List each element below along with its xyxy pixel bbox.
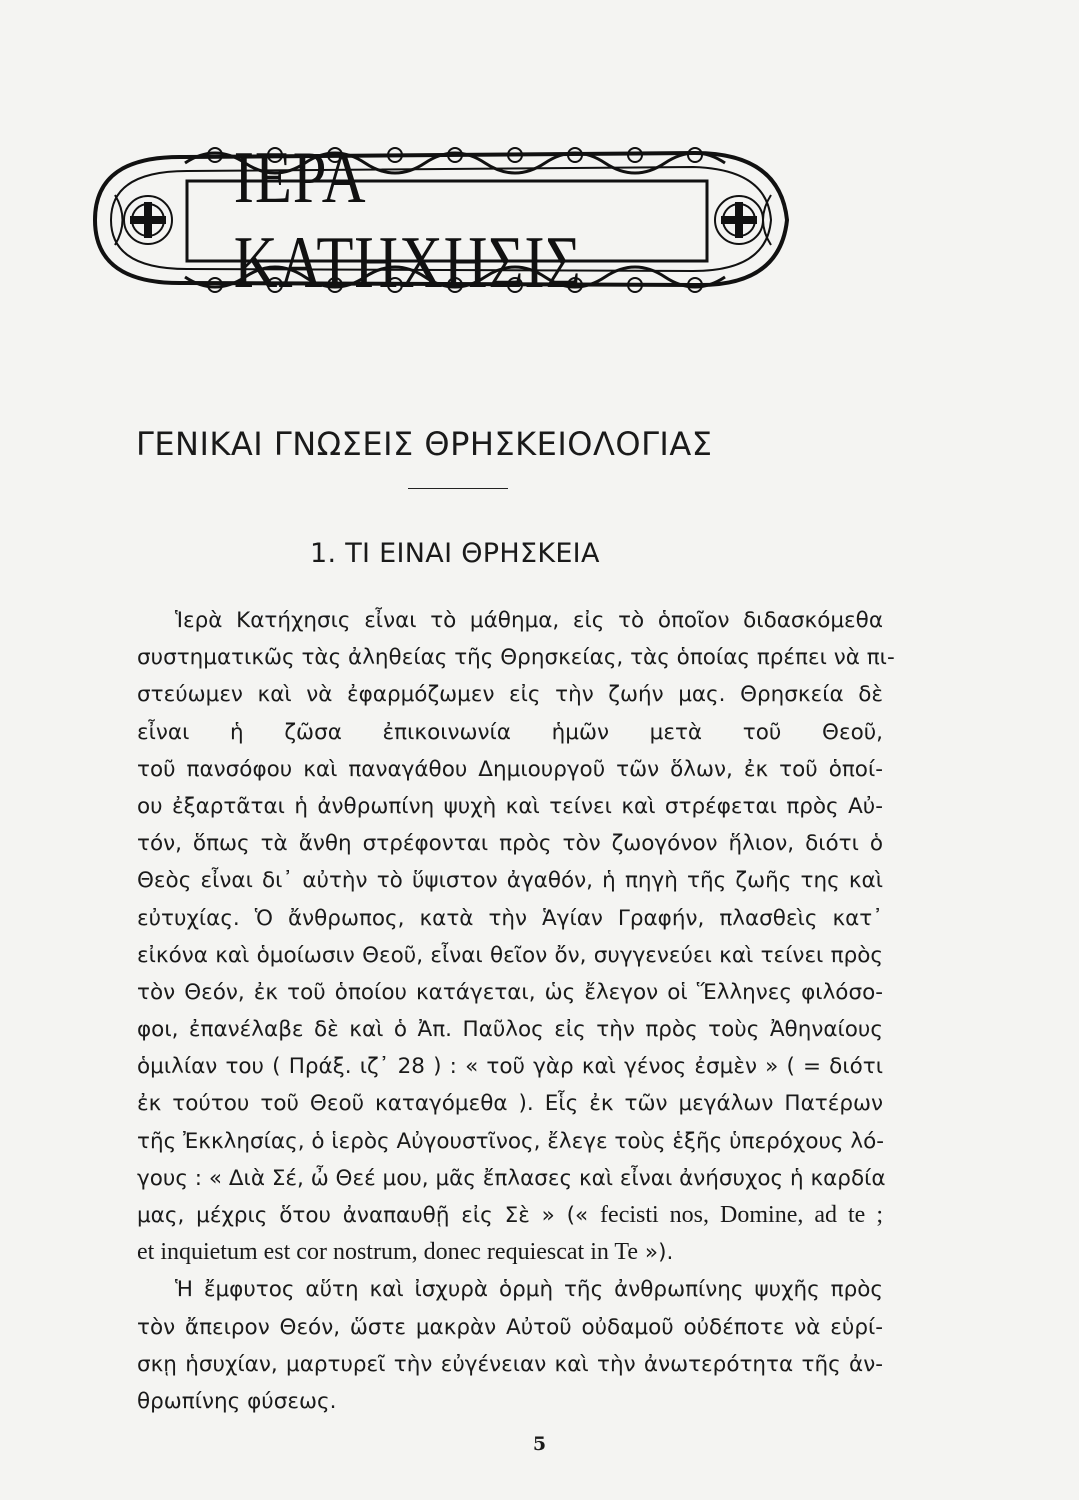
text-segment: μας, μέχρις ὅτου ἀναπαυθῇ εἰς Σὲ » (« [137,1203,589,1228]
text-line-mixed [137,1197,883,1234]
text-line: ου ἐξαρτᾶται ἡ ἀνθρωπίνη ψυχὴ καὶ τείνει καὶ στρέφεται πρὸς Αὐ- [137,793,883,819]
text-line: εὐτυχίας. Ὁ ἄνθρωπος, κατὰ τὴν Ἁγίαν Γραφήν, πλασθεὶς κατ᾽ [137,905,883,931]
latin-quote: et inquietum est cor nostrum, donec requiescat in Te [137,1239,639,1266]
banner-title: ΙΕΡΑ ΚΑΤΗΧΗΣΙΣ [233,137,582,304]
text-line: Θεὸς εἶναι δι᾽ αὐτὴν τὸ ὕψιστον ἀγαθόν, ἡ πηγὴ τῆς ζωῆς της καὶ [137,868,883,894]
text-line: θρωπίνης φύσεως. [137,1388,337,1414]
text-line: φοι, ἐπανέλαβε δὲ καὶ ὁ Ἀπ. Παῦλος εἰς τὴν πρὸς τοὺς Ἀθηναίους [137,1017,883,1043]
text-line: γους : « Διὰ Σέ, ὦ Θεέ μου, μᾶς ἔπλασες καὶ εἶναι ἀνήσυχος ἡ καρδία [137,1165,886,1191]
text-line: σκῃ ἡσυχίαν, μαρτυρεῖ τὴν εὐγένειαν καὶ τὴν ἀνωτερότητα τῆς ἀν- [137,1351,883,1377]
page-number: 5 [532,1433,547,1455]
latin-quote: fecisti nos, Domine, ad te ; [600,1202,883,1228]
text-line: Ἡ ἔμφυτος αὕτη καὶ ἰσχυρὰ ὁρμὴ τῆς ἀνθρωπίνης ψυχῆς πρὸς [175,1277,883,1303]
chapter-title: 1. ΤΙ ΕΙΝΑΙ ΘΡΗΣΚΕΙΑ [310,538,600,569]
text-line: Ἱερὰ Κατήχησις εἶναι τὸ μάθημα, εἰς τὸ ὁποῖον διδασκόμεθα [175,608,883,633]
text-line: ἐκ τούτου τοῦ Θεοῦ καταγόμεθα ). Εἷς ἐκ τῶν μεγάλων Πατέρων [137,1091,883,1117]
text-segment: »). [644,1240,674,1266]
section-title: ΓΕΝΙΚΑΙ ΓΝΩΣΕΙΣ ΘΡΗΣΚΕΙΟΛΟΓΙΑΣ [136,425,713,463]
text-line: τῆς Ἐκκλησίας, ὁ ἱερὸς Αὐγουστῖνος, ἔλεγε τοὺς ἑξῆς ὑπερόχους λό- [137,1128,884,1154]
text-line: στεύωμεν καὶ νὰ ἐφαρμόζωμεν εἰς τὴν ζωήν μας. Θρησκεία δὲ [137,682,883,708]
text-line: τοῦ πανσόφου καὶ παναγάθου Δημιουργοῦ τῶν ὅλων, ἐκ τοῦ ὁποί- [137,756,883,782]
text-line: εἶναι ἡ ζῶσα ἐπικοινωνία ἡμῶν μετὰ τοῦ Θεοῦ, [137,719,883,745]
text-line: τόν, ὅπως τὰ ἄνθη στρέφονται πρὸς τὸν ζωογόνον ἥλιον, διότι ὁ [137,831,883,857]
text-line: τὸν Θεόν, ἐκ τοῦ ὁποίου κατάγεται, ὡς ἔλεγον οἱ Ἕλληνες φιλόσο- [137,979,883,1005]
text-line-mixed [137,1234,883,1271]
text-line: τὸν ἄπειρον Θεόν, ὥστε μακρὰν Αὐτοῦ οὐδαμοῦ οὐδέποτε νὰ εὑρί- [137,1314,883,1340]
text-line: ὁμιλίαν του ( Πράξ. ιζ᾽ 28 ) : « τοῦ γὰρ καὶ γένος ἐσμὲν » ( = διότι [137,1054,883,1080]
text-line: συστηματικῶς τὰς ἀληθείας τῆς Θρησκείας, τὰς ὁποίας πρέπει νὰ πι- [137,645,895,671]
ornamental-header-banner [75,135,810,305]
text-line: εἰκόνα καὶ ὁμοίωσιν Θεοῦ, εἶναι θεῖον ὄν, συγγενεύει καὶ τείνει πρὸς [137,942,883,968]
body-text [137,602,895,1420]
divider [408,488,508,489]
